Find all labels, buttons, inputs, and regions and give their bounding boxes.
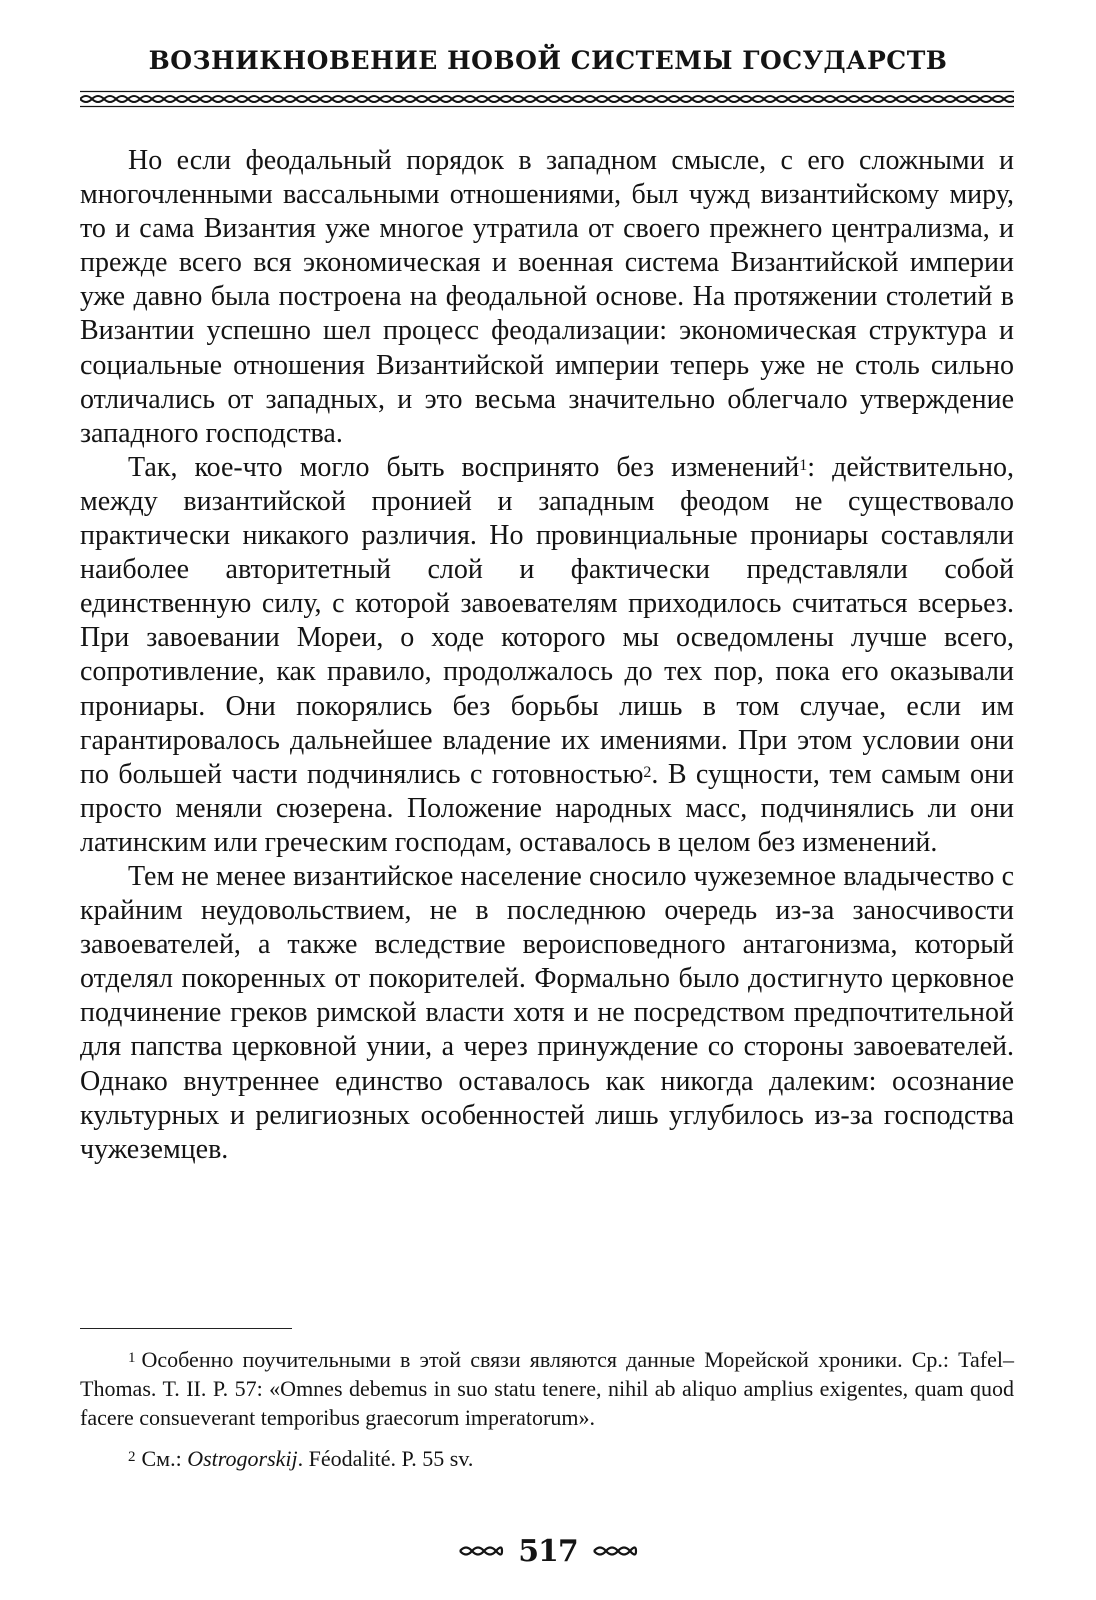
footnote-ref-2[interactable]: 2 — [643, 763, 652, 781]
footnote-1 — [80, 1345, 1014, 1432]
knot-ornament-right-icon — [592, 1543, 638, 1559]
footnote-rule — [80, 1328, 292, 1329]
footnote-1-number: 1 — [128, 1350, 136, 1366]
footnotes — [80, 1328, 1014, 1473]
paragraph-1-text: Но если феодальный порядок в западном смысле, с его сложными и многочленными вассальными отношениями, был чужд византийскому миру, то и сама Византия уже многое утратила от своего прежнего централизма, и прежде всего вся экономическая и военная система Византийской империи уже давно была построена на феодальной основе. На протяжении столетий в Византии успешно шел процесс феодализации: экономическая структура и социальные отношения Византийской империи теперь уже не столь сильно отличались от западных, и это весьма значительно облегчало утверждение западного господства. — [80, 145, 1014, 449]
paragraph-1 — [80, 144, 1014, 451]
footnote-1-text: Особенно поучительными в этой связи являются данные Морейской хроники. Ср.: Tafel–Thomas. T. II. P. 57: «Omnes debemus in suo statu tenere, nihil ab aliquo amplius exigentes, quam quod facere consueverant temporibus graecorum imperatorum». — [80, 1347, 1014, 1430]
footnote-ref-1[interactable]: 1 — [799, 456, 808, 474]
paragraph-2-text-c: . В сущности, тем самым они просто меняли сюзерена. Положение народных масс, подчинялись ли они латинским или греческим господам, оставалось в целом без изменений. — [80, 758, 1014, 858]
footnote-2-text: . Féodalité. P. 55 sv. — [297, 1446, 474, 1471]
footnote-2-prefix: См.: — [141, 1446, 188, 1471]
paragraph-3 — [80, 860, 1014, 1167]
knot-ornament-left-icon — [458, 1543, 504, 1559]
footnote-2-author: Ostrogorskij — [187, 1446, 298, 1471]
paragraph-3-text: Тем не менее византийское население сносило чужеземное владычество с крайним неудовольствием, не в последнюю очередь из-за заносчивости завоевателей, а также вследствие вероисповедного антагонизма, который отделял покоренных от покорителей. Формально было достигнуто церковное подчинение греков римской власти хотя и не посредством предпочтительной для папства церковной унии, а через принуждение со стороны завоевателей. Однако внутреннее единство оставалось как никогда далеким: осознание культурных и религиозных особенностей лишь углубилось из-за господства чужеземцев. — [80, 860, 1014, 1165]
paragraph-2-text-b: : действительно, между византийской пронией и западным феодом не существовало практически никакого различия. Но провинциальные прониары составляли наиболее авторитетный слой и фактически представляли собой единственную силу, с которой завоевателям приходилось считаться всерьез. При завоевании Мореи, о ходе которого мы осведомлены лучше всего, сопротивление, как правило, продолжалось до тех пор, пока его оказывали прониары. Они покорялись без борьбы лишь в том случае, если им гарантировалось дальнейшее владение их имениями. При этом условии они по большей части подчинялись с готовностью — [80, 451, 1015, 790]
body-text — [80, 144, 1014, 1167]
running-head: ВОЗНИКНОВЕНИЕ НОВОЙ СИСТЕМЫ ГОСУДАРСТВ — [148, 46, 948, 75]
folio — [0, 1531, 1096, 1571]
page-number: 517 — [518, 1533, 578, 1569]
braided-band-ornament-icon — [80, 90, 1014, 108]
paragraph-2 — [80, 451, 1014, 860]
footnote-2-number: 2 — [128, 1449, 136, 1465]
paragraph-2-text-a: Так, кое-что могло быть воспринято без изменений — [128, 451, 800, 483]
footnote-2 — [80, 1444, 1014, 1473]
